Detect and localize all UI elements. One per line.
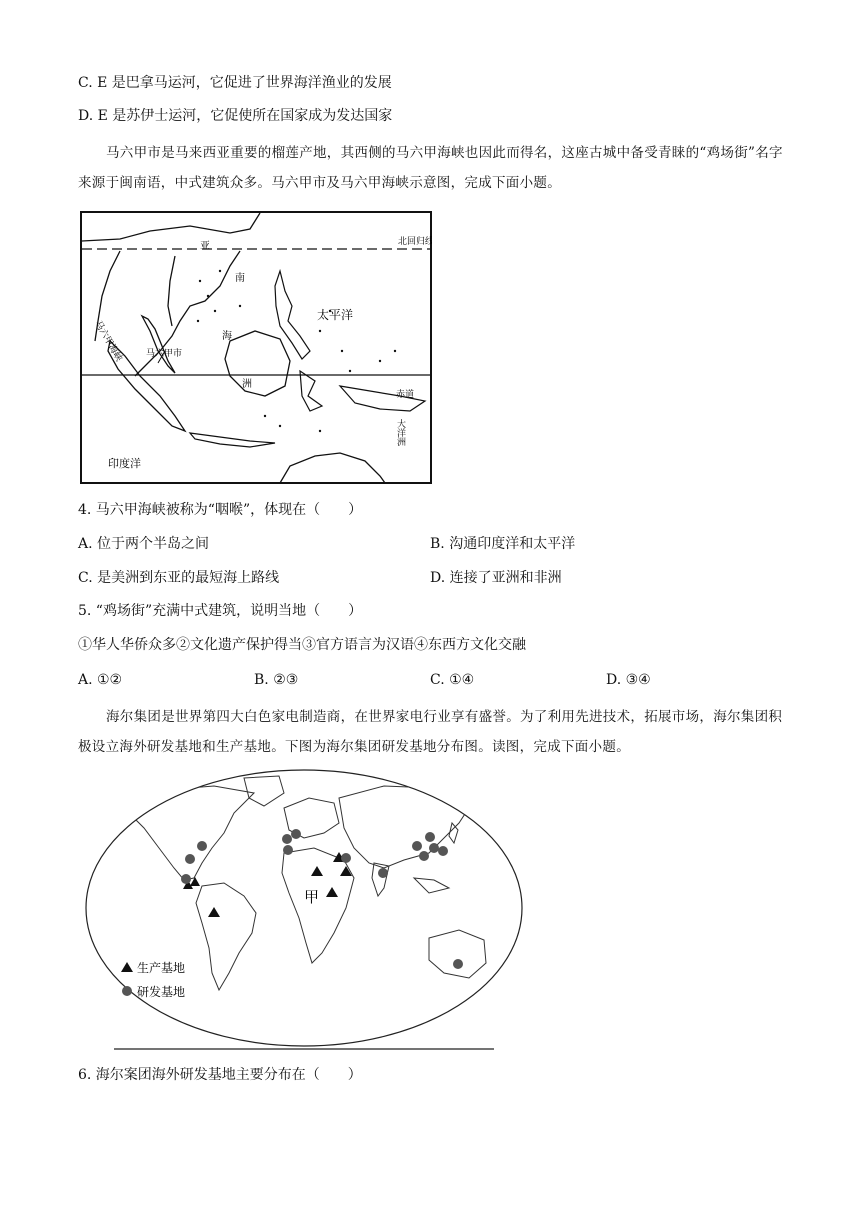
world-map-svg: [84, 768, 524, 1050]
label-zhou: 洲: [242, 379, 252, 390]
label-pacific: 太平洋: [317, 308, 354, 322]
q5-option-a[interactable]: A. ①②: [78, 672, 123, 688]
label-malacca-city: 马六甲市: [146, 349, 183, 359]
legend-production-label: 生产基地: [137, 961, 186, 975]
q5-stem: 5. “鸡场街”充满中式建筑，说明当地（ ）: [78, 603, 363, 619]
q4-option-a[interactable]: A. 位于两个半岛之间: [78, 536, 210, 552]
passage-haier: 海尔集团是世界第四大白色家电制造商，在世界家电行业享有盛誉。为了利用先进技术，拓展市场，海尔集团积极设立海外研发基地和生产基地。下图为海尔集团研发基地分布图。读图，完成下面小题。: [78, 709, 783, 755]
label-oceania: 大洋洲: [395, 419, 405, 446]
label-jia: 甲: [304, 888, 320, 906]
label-asia: 亚: [200, 241, 210, 252]
label-equator: 赤道: [396, 390, 415, 400]
label-sea-1: 南: [235, 273, 245, 284]
passage-malacca: 马六甲市是马来西亚重要的榴莲产地，其西侧的马六甲海峡也因此而得名，这座古城中备受青睐的“鸡场街”名字来源于闽南语，中式建筑众多。马六甲市及马六甲海峡示意图，完成下面小题。: [78, 145, 783, 191]
malacca-map: [80, 211, 432, 484]
haier-world-map: [84, 768, 524, 1050]
q4-stem: 4. 马六甲海峡被称为“咽喉”，体现在（ ）: [78, 502, 363, 518]
q5-option-b[interactable]: B. ②③: [254, 672, 299, 688]
legend-rd-label: 研发基地: [137, 985, 186, 999]
option-d-prev: D. E 是苏伊士运河，它促使所在国家成为发达国家: [78, 108, 393, 124]
malacca-map-svg: [80, 211, 432, 484]
q5-option-c[interactable]: C. ①④: [430, 672, 475, 688]
q6-stem: 6. 海尔案团海外研发基地主要分布在（ ）: [78, 1067, 362, 1083]
q4-option-d[interactable]: D. 连接了亚洲和非洲: [430, 570, 562, 586]
q5-option-d[interactable]: D. ③④: [606, 672, 651, 688]
label-indian-ocean: 印度洋: [108, 457, 141, 470]
legend-rd-icon: [122, 986, 132, 996]
label-sea-2: 海: [222, 331, 232, 342]
q5-items: ①华人华侨众多②文化遗产保护得当③官方语言为汉语④东西方文化交融: [78, 637, 526, 653]
q4-option-c[interactable]: C. 是美洲到东亚的最短海上路线: [78, 570, 280, 586]
label-tropic: 北回归线: [398, 237, 432, 247]
q4-option-b[interactable]: B. 沟通印度洋和太平洋: [430, 536, 576, 552]
label-strait: 马六甲海峡: [92, 319, 124, 364]
option-c-prev: C. E 是巴拿马运河，它促进了世界海洋渔业的发展: [78, 75, 392, 91]
